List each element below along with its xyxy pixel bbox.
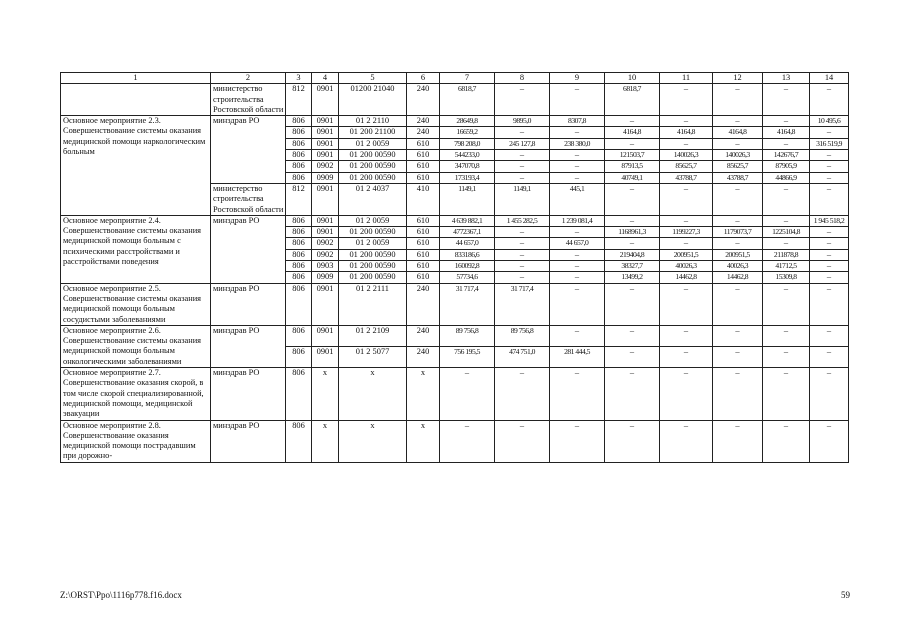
table-cell: х <box>339 420 407 462</box>
table-cell: 610 <box>407 138 440 149</box>
table-cell: 806 <box>286 368 312 420</box>
column-header: 9 <box>550 73 605 84</box>
table-cell: – <box>713 238 763 249</box>
table-cell: – <box>660 138 713 149</box>
table-cell: 40749,1 <box>605 172 660 183</box>
table-cell: 610 <box>407 215 440 226</box>
table-cell: 806 <box>286 420 312 462</box>
table-cell: 211878,8 <box>763 249 810 260</box>
table-cell: – <box>763 138 810 149</box>
table-cell: – <box>763 84 810 116</box>
table-cell: – <box>810 346 849 367</box>
table-cell: 9895,0 <box>495 116 550 127</box>
table-cell: – <box>713 346 763 367</box>
table-cell: – <box>495 272 550 283</box>
table-cell: – <box>763 346 810 367</box>
table-cell: 87913,5 <box>605 161 660 172</box>
table-cell: 43788,7 <box>660 172 713 183</box>
column-header: 11 <box>660 73 713 84</box>
table-cell: 812 <box>286 183 312 215</box>
table-cell: 610 <box>407 227 440 238</box>
table-cell: 31 717,4 <box>440 283 495 325</box>
table-row <box>61 368 849 420</box>
description-cell: минздрав РО <box>211 116 286 184</box>
table-cell: – <box>660 325 713 346</box>
description-cell: минздрав РО <box>211 420 286 462</box>
table-cell: 4164,8 <box>763 127 810 138</box>
description-cell: минздрав РО <box>211 283 286 325</box>
table-cell: 0901 <box>312 138 339 149</box>
table-cell: – <box>550 161 605 172</box>
table-cell: 44 657,0 <box>440 238 495 249</box>
table-cell: – <box>495 161 550 172</box>
table-cell: – <box>550 172 605 183</box>
table-cell: 200951,5 <box>713 249 763 260</box>
table-cell: 0902 <box>312 161 339 172</box>
table-cell: – <box>763 283 810 325</box>
table-cell: – <box>550 283 605 325</box>
table-cell: – <box>763 183 810 215</box>
table-cell: 01 200 21100 <box>339 127 407 138</box>
table-cell: 0901 <box>312 84 339 116</box>
table-cell: 0901 <box>312 183 339 215</box>
table-cell: – <box>605 138 660 149</box>
table-cell: – <box>550 272 605 283</box>
table-cell: 0901 <box>312 116 339 127</box>
table-cell: 10 495,6 <box>810 116 849 127</box>
table-cell: 806 <box>286 116 312 127</box>
table-cell: 806 <box>286 150 312 161</box>
table-cell: – <box>550 127 605 138</box>
table-cell: – <box>810 238 849 249</box>
table-cell: 28649,8 <box>440 116 495 127</box>
table-cell: 806 <box>286 215 312 226</box>
table-cell: – <box>660 183 713 215</box>
table-cell: 610 <box>407 150 440 161</box>
table-cell: 0902 <box>312 238 339 249</box>
table-cell: 806 <box>286 261 312 272</box>
table-cell: 806 <box>286 161 312 172</box>
table-cell: 610 <box>407 172 440 183</box>
description-cell: минздрав РО <box>211 325 286 367</box>
table-row <box>61 84 849 116</box>
table-cell: 1 945 518,2 <box>810 215 849 226</box>
table-row <box>61 325 849 346</box>
table-cell: 756 195,5 <box>440 346 495 367</box>
table-cell: – <box>660 116 713 127</box>
table-cell: – <box>660 420 713 462</box>
table-cell: 610 <box>407 261 440 272</box>
table-cell: – <box>713 84 763 116</box>
table-cell: 806 <box>286 346 312 367</box>
table-cell: 13499,2 <box>605 272 660 283</box>
table-body <box>61 84 849 462</box>
table-cell: 15309,8 <box>763 272 810 283</box>
table-cell: 01 200 00590 <box>339 150 407 161</box>
table-cell: – <box>763 116 810 127</box>
table-cell: 4772367,1 <box>440 227 495 238</box>
table-cell: 347070,8 <box>440 161 495 172</box>
table-cell: 31 717,4 <box>495 283 550 325</box>
table-cell: 01 2 2111 <box>339 283 407 325</box>
table-cell: 610 <box>407 161 440 172</box>
table-cell: 240 <box>407 283 440 325</box>
table-cell: 01 2 5077 <box>339 346 407 367</box>
table-cell: – <box>713 215 763 226</box>
table-cell: 0902 <box>312 249 339 260</box>
description-cell: министерство строительства Ростовской области <box>211 84 286 116</box>
table-cell: – <box>495 238 550 249</box>
table-cell: 610 <box>407 249 440 260</box>
table-cell: 01 2 2110 <box>339 116 407 127</box>
table-cell: 38327,7 <box>605 261 660 272</box>
table-cell: 85625,7 <box>713 161 763 172</box>
column-header: 4 <box>312 73 339 84</box>
table-cell: – <box>605 238 660 249</box>
table-cell: – <box>810 249 849 260</box>
table-cell: х <box>339 368 407 420</box>
table-cell: – <box>763 420 810 462</box>
column-header: 5 <box>339 73 407 84</box>
table-cell: 140026,3 <box>713 150 763 161</box>
table-cell: 0909 <box>312 272 339 283</box>
column-header: 13 <box>763 73 810 84</box>
table-cell: 0901 <box>312 215 339 226</box>
table-cell: – <box>660 283 713 325</box>
table-cell: 01 2 2109 <box>339 325 407 346</box>
column-header: 3 <box>286 73 312 84</box>
table-cell: 0901 <box>312 227 339 238</box>
table-cell: 806 <box>286 325 312 346</box>
table-cell: 610 <box>407 272 440 283</box>
table-cell: 474 751,0 <box>495 346 550 367</box>
table-cell: 01 2 0059 <box>339 238 407 249</box>
table-cell: 01200 21040 <box>339 84 407 116</box>
table-cell: – <box>660 215 713 226</box>
table-cell: 219404,8 <box>605 249 660 260</box>
table-cell: 4164,8 <box>713 127 763 138</box>
table-cell: – <box>495 368 550 420</box>
table-cell: – <box>605 283 660 325</box>
table-cell: – <box>495 127 550 138</box>
table-cell: 1225104,8 <box>763 227 810 238</box>
table-cell: – <box>550 227 605 238</box>
table-cell: х <box>407 368 440 420</box>
table-cell: 01 200 00590 <box>339 227 407 238</box>
table-cell: 142676,7 <box>763 150 810 161</box>
column-header: 14 <box>810 73 849 84</box>
column-header: 6 <box>407 73 440 84</box>
table-cell: 1179073,7 <box>713 227 763 238</box>
table-cell: 40026,3 <box>713 261 763 272</box>
table-row <box>61 116 849 127</box>
table-cell: – <box>763 325 810 346</box>
table-cell: – <box>713 183 763 215</box>
table-cell: – <box>605 325 660 346</box>
table-cell: 6818,7 <box>440 84 495 116</box>
description-cell: Основное мероприятие 2.3. Совершенствование системы оказания медицинской помощи наркологическим больным <box>61 116 211 216</box>
table-cell: – <box>440 420 495 462</box>
table-cell: х <box>312 368 339 420</box>
table-cell: 1199227,3 <box>660 227 713 238</box>
table-cell: 14462,8 <box>713 272 763 283</box>
table-cell: 200951,5 <box>660 249 713 260</box>
table-cell: 87905,9 <box>763 161 810 172</box>
page-number: 59 <box>841 590 850 600</box>
table-cell: 806 <box>286 127 312 138</box>
table-cell: 1 239 081,4 <box>550 215 605 226</box>
table-cell: 806 <box>286 272 312 283</box>
table-cell: – <box>763 368 810 420</box>
column-header: 7 <box>440 73 495 84</box>
table-cell: 445,1 <box>550 183 605 215</box>
table-cell: 1 455 282,5 <box>495 215 550 226</box>
table-cell: 01 200 00590 <box>339 161 407 172</box>
table-cell: 4164,8 <box>605 127 660 138</box>
table-cell: – <box>713 368 763 420</box>
table-cell: 40026,3 <box>660 261 713 272</box>
table-cell: – <box>810 183 849 215</box>
table-cell: 89 756,8 <box>440 325 495 346</box>
table-cell: 806 <box>286 238 312 249</box>
table-cell: – <box>660 84 713 116</box>
table-cell: 01 2 0059 <box>339 138 407 149</box>
column-header: 10 <box>605 73 660 84</box>
table-cell: 0901 <box>312 150 339 161</box>
table-cell: – <box>810 150 849 161</box>
table-cell: 0901 <box>312 325 339 346</box>
table-cell: 238 380,0 <box>550 138 605 149</box>
table-cell: 44 657,0 <box>550 238 605 249</box>
description-cell: Основное мероприятие 2.8. Совершенствование оказания медицинской помощи пострадавшим при дорожно- <box>61 420 211 462</box>
table-cell: 14462,8 <box>660 272 713 283</box>
table-cell: 16659,2 <box>440 127 495 138</box>
table-cell: – <box>605 368 660 420</box>
table-cell: 245 127,8 <box>495 138 550 149</box>
budget-table <box>60 72 849 463</box>
table-cell: – <box>605 420 660 462</box>
table-cell: – <box>605 116 660 127</box>
table-cell: 41712,5 <box>763 261 810 272</box>
description-cell: Основное мероприятие 2.6. Совершенствование системы оказания медицинской помощи больным онкологическими заболеваниями <box>61 325 211 367</box>
table-cell: 140026,3 <box>660 150 713 161</box>
table-cell: – <box>810 161 849 172</box>
description-cell: минздрав РО <box>211 368 286 420</box>
table-row <box>61 283 849 325</box>
description-cell: Основное мероприятие 2.5. Совершенствование системы оказания медицинской помощи больным сосудистыми заболеваниями <box>61 283 211 325</box>
table-cell: 89 756,8 <box>495 325 550 346</box>
table-cell: 4 639 882,1 <box>440 215 495 226</box>
table-cell: 44866,9 <box>763 172 810 183</box>
table-cell: – <box>495 261 550 272</box>
file-path-footer: Z:\ORST\Ppo\1116p778.f16.docx <box>60 590 182 600</box>
table-cell: 01 200 00590 <box>339 249 407 260</box>
table-cell: 0901 <box>312 127 339 138</box>
table-cell: 57734,6 <box>440 272 495 283</box>
table-cell: х <box>407 420 440 462</box>
table-cell: – <box>550 150 605 161</box>
table-cell: – <box>605 183 660 215</box>
table-cell: – <box>810 272 849 283</box>
table-row <box>61 420 849 462</box>
table-cell: 0901 <box>312 346 339 367</box>
table-cell: 833186,6 <box>440 249 495 260</box>
column-header: 8 <box>495 73 550 84</box>
table-cell: – <box>495 420 550 462</box>
description-cell: Основное мероприятие 2.7. Совершенствование оказания скорой, в том числе скорой специализированной, медицинской помощи, медицинской эвакуации <box>61 368 211 420</box>
description-cell: Основное мероприятие 2.4. Совершенствование системы оказания медицинской помощи больным с психическими расстройствами и расстройствами поведения <box>61 215 211 283</box>
table-cell: – <box>550 84 605 116</box>
table-cell: х <box>312 420 339 462</box>
table-cell: 410 <box>407 183 440 215</box>
table-cell: 0901 <box>312 283 339 325</box>
table-cell: 121503,7 <box>605 150 660 161</box>
table-cell: 240 <box>407 127 440 138</box>
table-cell: – <box>605 346 660 367</box>
table-cell: – <box>605 215 660 226</box>
column-header: 1 <box>61 73 211 84</box>
table-cell: – <box>810 368 849 420</box>
table-cell: – <box>810 261 849 272</box>
table-cell: 544233,0 <box>440 150 495 161</box>
table-cell: 0903 <box>312 261 339 272</box>
table-cell: 281 444,5 <box>550 346 605 367</box>
table-cell: – <box>810 420 849 462</box>
table-cell: – <box>810 227 849 238</box>
description-cell <box>61 84 211 116</box>
table-cell: 610 <box>407 238 440 249</box>
table-cell: – <box>495 84 550 116</box>
table-cell: 01 200 00590 <box>339 272 407 283</box>
table-cell: – <box>810 127 849 138</box>
table-cell: 43788,7 <box>713 172 763 183</box>
table-row <box>61 215 849 226</box>
table-cell: – <box>495 150 550 161</box>
table-cell: 173193,4 <box>440 172 495 183</box>
table-cell: 160092,8 <box>440 261 495 272</box>
table-cell: 01 200 00590 <box>339 172 407 183</box>
table-cell: – <box>550 261 605 272</box>
table-cell: – <box>660 346 713 367</box>
table-cell: 01 2 4037 <box>339 183 407 215</box>
table-cell: – <box>660 368 713 420</box>
table-cell: 812 <box>286 84 312 116</box>
table-cell: 806 <box>286 227 312 238</box>
table-cell: 85625,7 <box>660 161 713 172</box>
table-cell: – <box>810 84 849 116</box>
table-cell: 1168961,3 <box>605 227 660 238</box>
table-cell: – <box>440 368 495 420</box>
table-cell: – <box>550 368 605 420</box>
table-cell: 806 <box>286 172 312 183</box>
table-cell: – <box>495 172 550 183</box>
column-header: 12 <box>713 73 763 84</box>
table-cell: – <box>810 325 849 346</box>
table-cell: 1149,1 <box>440 183 495 215</box>
table-cell: 240 <box>407 325 440 346</box>
table-cell: – <box>713 283 763 325</box>
description-cell: минздрав РО <box>211 215 286 283</box>
table-cell: 01 2 0059 <box>339 215 407 226</box>
description-cell: министерство строительства Ростовской области <box>211 183 286 215</box>
table-cell: 806 <box>286 138 312 149</box>
table-cell: – <box>550 249 605 260</box>
table-cell: – <box>810 283 849 325</box>
table-cell: – <box>495 227 550 238</box>
table-cell: – <box>550 420 605 462</box>
table-cell: – <box>763 238 810 249</box>
table-cell: – <box>495 249 550 260</box>
table-cell: 240 <box>407 116 440 127</box>
table-cell: 798 208,0 <box>440 138 495 149</box>
table-cell: – <box>810 172 849 183</box>
table-cell: – <box>763 215 810 226</box>
table-cell: – <box>713 420 763 462</box>
table-cell: – <box>713 325 763 346</box>
table-cell: 4164,8 <box>660 127 713 138</box>
table-cell: – <box>660 238 713 249</box>
table-cell: 8307,8 <box>550 116 605 127</box>
table-cell: – <box>550 325 605 346</box>
table-cell: 240 <box>407 84 440 116</box>
table-cell: 0909 <box>312 172 339 183</box>
column-header: 2 <box>211 73 286 84</box>
table-cell: 01 200 00590 <box>339 261 407 272</box>
table-cell: 1149,1 <box>495 183 550 215</box>
table-cell: 806 <box>286 249 312 260</box>
table-cell: 240 <box>407 346 440 367</box>
column-number-row <box>61 73 849 84</box>
table-cell: – <box>713 138 763 149</box>
table-cell: – <box>713 116 763 127</box>
table-cell: 6818,7 <box>605 84 660 116</box>
table-cell: 316 519,9 <box>810 138 849 149</box>
table-cell: 806 <box>286 283 312 325</box>
